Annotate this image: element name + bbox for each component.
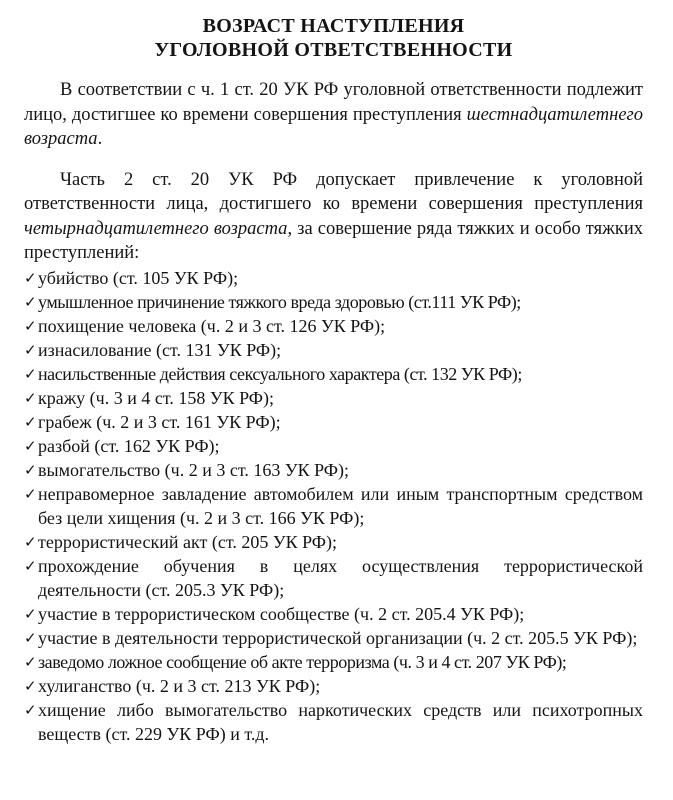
check-icon: ✓ — [24, 532, 37, 551]
check-icon: ✓ — [24, 436, 37, 455]
list-item: ✓ вымогательство (ч. 2 и 3 ст. 163 УК РФ); — [24, 459, 350, 480]
check-icon: ✓ — [24, 292, 37, 311]
page-title — [24, 14, 643, 62]
check-icon: ✓ — [24, 700, 37, 719]
paragraph-age-sixteen — [24, 78, 643, 152]
list-item: ✓ неправомерное завладение автомобилем или иным транспортным средством без цели хищения (ч. 2 и 3 ст. 166 УК РФ); — [24, 483, 643, 528]
check-icon: ✓ — [24, 388, 37, 407]
check-icon: ✓ — [24, 556, 37, 575]
check-icon: ✓ — [24, 268, 37, 287]
list-item: ✓ кражу (ч. 3 и 4 ст. 158 УК РФ); — [24, 387, 275, 408]
list-item: ✓ изнасилование (ст. 131 УК РФ); — [24, 339, 282, 360]
paragraph-1-text: В соответствии с ч. 1 ст. 20 УК РФ уголовной ответственности подлежит лицо, достигшее ко времени совершения преступления — [24, 80, 643, 125]
list-item: ✓ грабеж (ч. 2 и 3 ст. 161 УК РФ); — [24, 411, 281, 432]
title-line-2: УГОЛОВНОЙ ОТВЕТСТВЕННОСТИ — [154, 39, 513, 61]
list-item: ✓ умышленное причинение тяжкого вреда здоровью (ст.111 УК РФ); — [24, 291, 521, 312]
paragraph-1-emphasis: шестнадцатилетнего возраста — [24, 104, 643, 149]
list-item: ✓ хищение либо вымогательство наркотических средств или психотропных веществ (ст. 229 УК РФ) и т.д. — [24, 699, 643, 744]
check-icon: ✓ — [24, 412, 37, 431]
check-icon: ✓ — [24, 484, 37, 503]
check-icon: ✓ — [24, 676, 37, 695]
title-line-1: ВОЗРАСТ НАСТУПЛЕНИЯ — [202, 15, 465, 37]
check-icon: ✓ — [24, 460, 37, 479]
list-item: ✓ заведомо ложное сообщение об акте терроризма (ч. 3 и 4 ст. 207 УК РФ); — [24, 651, 567, 672]
check-icon: ✓ — [24, 628, 37, 647]
list-item: ✓ террористический акт (ст. 205 УК РФ); — [24, 531, 337, 552]
list-item: ✓ насильственные действия сексуального характера (ст. 132 УК РФ); — [24, 363, 522, 384]
paragraph-1-end: . — [97, 129, 103, 149]
check-icon: ✓ — [24, 604, 37, 623]
check-icon: ✓ — [24, 316, 37, 335]
list-item: ✓ разбой (ст. 162 УК РФ); — [24, 435, 220, 456]
check-icon: ✓ — [24, 652, 37, 671]
paragraph-age-fourteen — [24, 168, 643, 266]
list-item: ✓ участие в террористическом сообществе (ч. 2 ст. 205.4 УК РФ); — [24, 603, 525, 624]
paragraph-2-end: , за совершение ряда тяжких и особо тяжких преступлений: — [24, 218, 643, 263]
list-item: ✓ похищение человека (ч. 2 и 3 ст. 126 УК РФ); — [24, 315, 386, 336]
list-item: ✓ хулиганство (ч. 2 и 3 ст. 213 УК РФ); — [24, 675, 321, 696]
crimes-list — [24, 266, 643, 746]
check-icon: ✓ — [24, 364, 37, 383]
paragraph-2-text: Часть 2 ст. 20 УК РФ допускает привлечение к уголовной ответственности лица, достигшего ко времени совершения преступления — [24, 169, 643, 214]
paragraph-2-emphasis: четырнадцатилетнего возраста — [24, 218, 288, 239]
list-item: ✓ убийство (ст. 105 УК РФ); — [24, 267, 239, 288]
check-icon: ✓ — [24, 340, 37, 359]
list-item: ✓ прохождение обучения в целях осуществления террористической деятельности (ст. 205.3 УК РФ); — [24, 555, 643, 600]
list-item: ✓ участие в деятельности террористической организации (ч. 2 ст. 205.5 УК РФ); — [24, 627, 638, 648]
